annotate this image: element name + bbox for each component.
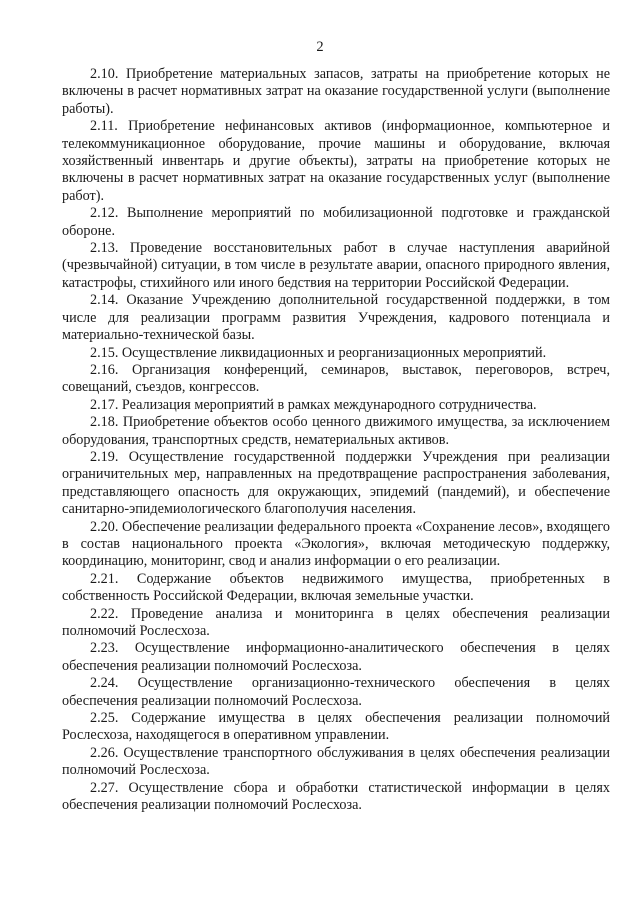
paragraph-2-13: 2.13. Проведение восстановительных работ в случае наступления аварийной (чрезвычайной) ситуации, в том числе в результате аварии, опасного природного явления, катастрофы, стихийного или иного бедствия на территории Российской Федерации. [62,240,610,291]
paragraph-2-22: 2.22. Проведение анализа и мониторинга в целях обеспечения реализации полномочий Рослесхоза. [62,605,610,639]
page-number: 2 [316,39,324,55]
paragraph-2-24: 2.24. Осуществление организационно-технического обеспечения в целях обеспечения реализации полномочий Рослесхоза. [62,675,610,709]
paragraph-2-16: 2.16. Организация конференций, семинаров, выставок, переговоров, встреч, совещаний, съездов, конгрессов. [62,361,610,396]
paragraph-2-27: 2.27. Осуществление сбора и обработки статистической информации в целях обеспечения реализации полномочий Рослесхоза. [62,779,610,814]
paragraph-2-12: 2.12. Выполнение мероприятий по мобилизационной подготовке и гражданской обороне. [62,205,610,239]
paragraph-2-20: 2.20. Обеспечение реализации федерального проекта «Сохранение лесов», входящего в состав национального проекта «Экология», включая методическую поддержку, координацию, мониторинг, свод и анализ информации о его реализации. [62,518,610,570]
paragraph-2-11: 2.11. Приобретение нефинансовых активов (информационное, компьютерное и телекоммуникационное оборудование, прочие машины и оборудование, включая хозяйственный инвентарь и другие объекты), затраты на приобретение которых не включены в расчет нормативных затрат на оказание государственных услуг (выполнение работ). [62,118,610,204]
paragraph-2-14: 2.14. Оказание Учреждению дополнительной государственной поддержки, в том числе для реализации программ развития Учреждения, кадрового потенциала и материально-технической базы. [62,292,610,344]
paragraph-2-25: 2.25. Содержание имущества в целях обеспечения реализации полномочий Рослесхоза, находящегося в оперативном управлении. [62,710,610,744]
paragraph-2-17: 2.17. Реализация мероприятий в рамках международного сотрудничества. [90,396,537,413]
paragraph-2-21: 2.21. Содержание объектов недвижимого имущества, приобретенных в собственность Российской Федерации, включая земельные участки. [62,570,610,605]
paragraph-2-26: 2.26. Осуществление транспортного обслуживания в целях обеспечения реализации полномочий Рослесхоза. [62,744,610,779]
paragraph-2-18: 2.18. Приобретение объектов особо ценного движимого имущества, за исключением оборудования, транспортных средств, нематериальных активов. [62,414,610,448]
paragraph-2-10: 2.10. Приобретение материальных запасов, затраты на приобретение которых не включены в расчет нормативных затрат на оказание государственной услуги (выполнение работы). [62,66,610,117]
paragraph-2-23: 2.23. Осуществление информационно-аналитического обеспечения в целях обеспечения реализации полномочий Рослесхоза. [62,640,610,674]
paragraph-2-15: 2.15. Осуществление ликвидационных и реорганизационных мероприятий. [90,344,547,361]
paragraph-2-19: 2.19. Осуществление государственной поддержки Учреждения при реализации ограничительных мер, направленных на предотвращение распространения заболевания, представляющего опасность для окружающих, эпидемий (пандемий), и обеспечение санитарно-эпидемиологического благополучия населения. [62,448,610,518]
document-body [62,66,610,814]
